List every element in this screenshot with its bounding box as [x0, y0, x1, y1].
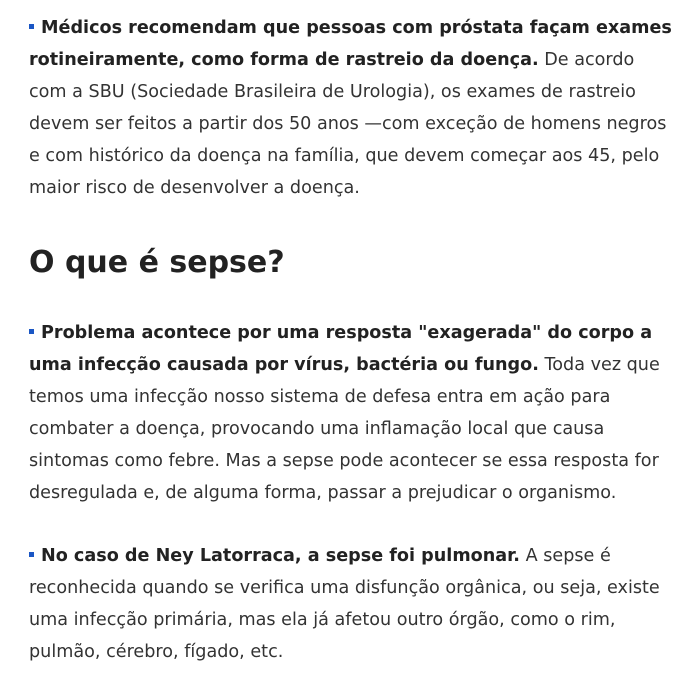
bullet-icon	[29, 24, 34, 29]
paragraph-prostate-screening	[29, 12, 677, 204]
paragraph-text: De acordo com a SBU (Sociedade Brasileira de Urologia), os exames de rastreio devem ser feitos a partir dos 50 anos —com exceção de homens negros e com histórico da doença na família, que devem começar aos 45, pelo maior risco de desenvolver a doença.	[29, 50, 667, 198]
section-heading: O que é sepse?	[29, 245, 285, 280]
paragraph-text: A sepse é reconhecida quando se verifica uma disfunção orgânica, ou seja, existe uma infecção primária, mas ela já afetou outro órgão, como o rim, pulmão, cérebro, fígado, etc.	[29, 546, 660, 662]
article-body	[29, 12, 677, 668]
paragraph-pulmonary-sepsis	[29, 540, 677, 668]
paragraph-text: Toda vez que temos uma infecção nosso sistema de defesa entra em ação para combater a doença, provocando uma inflamação local que causa sintomas como febre. Mas a sepse pode acontecer se essa resposta for desregulada e, de alguma forma, passar a prejudicar o organismo.	[29, 355, 660, 503]
paragraph-lead: No caso de Ney Latorraca, a sepse foi pulmonar.	[41, 546, 520, 566]
paragraph-lead: Médicos recomendam que pessoas com próstata façam exames rotineiramente, como forma de rastreio da doença.	[29, 18, 672, 70]
bullet-icon	[29, 552, 34, 557]
paragraph-lead: Problema acontece por uma resposta "exagerada" do corpo a uma infecção causada por vírus, bactéria ou fungo.	[29, 323, 653, 375]
paragraph-sepsis-definition	[29, 317, 677, 509]
bullet-icon	[29, 329, 34, 334]
